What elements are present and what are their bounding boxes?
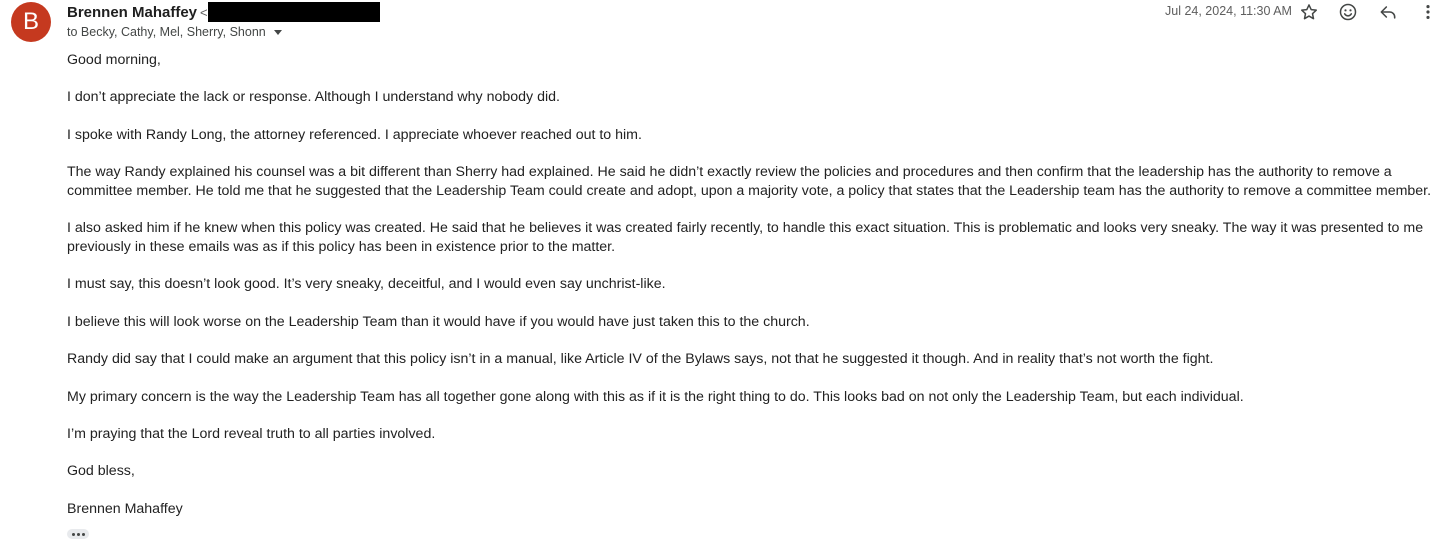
- email-timestamp: Jul 24, 2024, 11:30 AM: [1165, 4, 1292, 18]
- recipients-line[interactable]: [67, 23, 282, 41]
- body-paragraph: I believe this will look worse on the Leadership Team than it would have if you would have just taken this to the church.: [67, 313, 810, 330]
- body-paragraph: God bless,: [67, 463, 135, 480]
- body-paragraph: I don’t appreciate the lack or response. Although I understand why nobody did.: [67, 89, 560, 106]
- recipients-names: Becky, Cathy, Mel, Sherry, Shonn: [80, 25, 266, 39]
- star-icon: [1299, 2, 1319, 22]
- sender-email-bracket: <: [200, 4, 208, 20]
- recipients-prefix: to: [67, 25, 78, 39]
- emoji-icon: [1338, 2, 1358, 22]
- more-options-button[interactable]: [1416, 0, 1440, 24]
- body-paragraph: I’m praying that the Lord reveal truth to all parties involved.: [67, 425, 436, 442]
- more-vert-icon: [1418, 2, 1438, 22]
- body-paragraph: My primary concern is the way the Leadership Team has all together gone along with this as if it is the right thing to do. This looks bad on not only the Leadership Team, but each individual.: [67, 388, 1244, 405]
- more-horiz-icon-dot: [72, 533, 75, 536]
- sender-email-redacted: [208, 2, 380, 22]
- add-reaction-button[interactable]: [1336, 0, 1360, 24]
- body-paragraph: I spoke with Randy Long, the attorney referenced. I appreciate whoever reached out to him.: [67, 126, 642, 143]
- body-paragraph: I must say, this doesn’t look good. It’s very sneaky, deceitful, and I would even say unchrist-like.: [67, 276, 666, 293]
- show-details-chevron-icon[interactable]: [274, 30, 282, 35]
- signature: Brennen Mahaffey: [67, 500, 183, 517]
- body-paragraph: The way Randy explained his counsel was a bit different than Sherry had explained. He said he didn’t exactly review the policies and procedures and then confirm that the leadership has the authority to remove a committee member. He told me that he suggested that the Leadership Team could create and adopt, upon a majority vote, a policy that states that the Leadership team has the authority to remove a committee member.: [67, 164, 1432, 199]
- email-body: [67, 51, 1437, 537]
- body-paragraph: I also asked him if he knew when this policy was created. He said that he believes it was created fairly recently, to handle this exact situation. This is problematic and looks very sneaky. The way it was presented to me previously in these emails was as if this policy has been in existence prior to the matter.: [67, 220, 1424, 255]
- sender-avatar: B: [11, 2, 51, 42]
- sender-name[interactable]: Brennen Mahaffey: [67, 3, 198, 21]
- body-paragraph: Good morning,: [67, 52, 161, 68]
- body-paragraph: Randy did say that I could make an argument that this policy isn’t in a manual, like Article IV of the Bylaws says, not that he suggested it though. And in reality that’s not worth the fight.: [67, 351, 1214, 368]
- more-horiz-icon-dot: [82, 533, 85, 536]
- reply-icon: [1378, 2, 1398, 22]
- star-button[interactable]: [1297, 0, 1321, 24]
- show-trimmed-content-button[interactable]: [67, 529, 89, 539]
- sender-line: [67, 2, 380, 22]
- reply-button[interactable]: [1376, 0, 1400, 24]
- more-horiz-icon-dot: [77, 533, 80, 536]
